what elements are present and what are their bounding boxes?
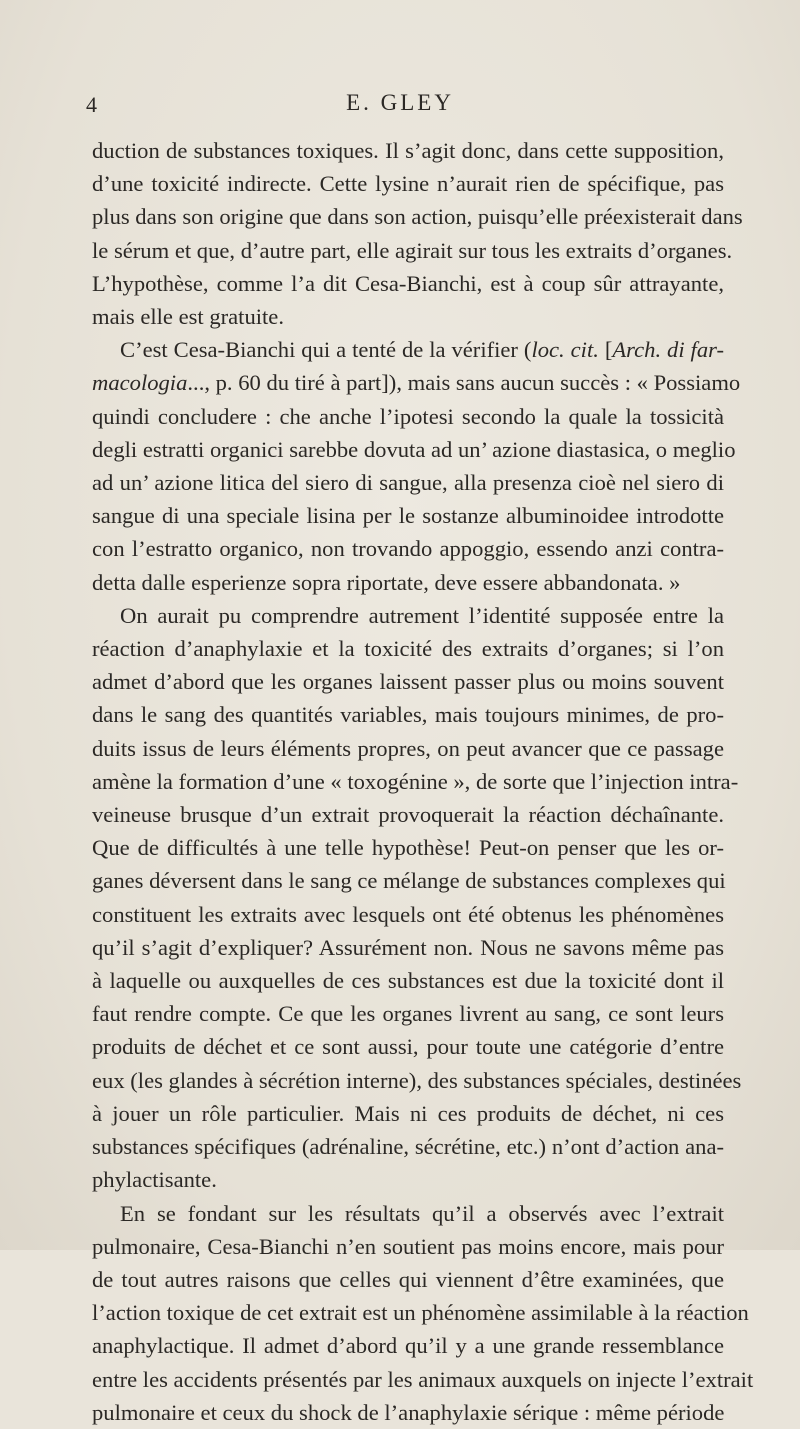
text-line: pulmonaire et ceux du shock de l’anaphylaxie sérique : même période	[92, 1399, 725, 1425]
paragraph-4	[92, 1197, 754, 1429]
text-line: sangue di una speciale lisina per le sostanze albuminoidee introdotte	[92, 503, 724, 529]
text-line: à laquelle ou auxquelles de ces substances est due la toxicité dont il	[92, 968, 724, 994]
text-run: C’est Cesa-Bianchi qui a tenté de la vérifier (	[120, 337, 532, 363]
text-line: constituent les extraits avec lesquels ont été obtenus les phénomènes	[92, 901, 724, 927]
text-line: quindi concludere : che anche l’ipotesi secondo la quale la tossicità	[92, 403, 724, 429]
text-line: L’hypothèse, comme l’a dit Cesa-Bianchi, est à coup sûr attrayante,	[92, 270, 724, 296]
text-line: detta dalle esperienze sopra riportate, deve essere abbandonata. »	[92, 569, 681, 595]
text-line: entre les accidents présentés par les animaux auxquels on injecte l’extrait	[92, 1366, 754, 1392]
text-line: duits issus de leurs éléments propres, on peut avancer que ce passage	[92, 735, 724, 761]
text-run: ..., p. 60 du tiré à part]), mais sans aucun succès : « Possiamo	[187, 370, 741, 396]
text-line: On aurait pu comprendre autrement l’identité supposée entre la	[120, 602, 724, 628]
text-line: l’action toxique de cet extrait est un phénomène assimilable à la réaction	[92, 1300, 749, 1326]
text-line: faut rendre compte. Ce que les organes livrent au sang, ce sont leurs	[92, 1001, 724, 1027]
citation-journal: Arch. di far-	[612, 337, 724, 363]
citation-journal-cont: macologia	[92, 370, 188, 396]
text-line: veineuse brusque d’un extrait provoquerait la réaction déchaînante.	[92, 802, 724, 828]
text-line: à jouer un rôle particulier. Mais ni ces produits de déchet, ni ces	[92, 1100, 724, 1126]
text-line: anaphylactique. Il admet d’abord qu’il y a une grande ressemblance	[92, 1333, 724, 1359]
running-head: E. GLEY	[346, 90, 454, 115]
text-line: duction de substances toxiques. Il s’agit donc, dans cette supposition,	[92, 138, 724, 163]
text-line: de tout autres raisons que celles qui viennent d’être examinées, que	[92, 1266, 724, 1292]
citation-loc-cit: loc. cit.	[531, 337, 599, 363]
page-number: 4	[86, 92, 98, 117]
text-line: substances spécifiques (adrénaline, sécrétine, etc.) n’ont d’action ana-	[92, 1134, 724, 1160]
text-line: mais elle est gratuite.	[92, 304, 284, 330]
body-text	[92, 134, 754, 1429]
text-line: eux (les glandes à sécrétion interne), des substances spéciales, destinées	[92, 1067, 742, 1093]
text-line: degli estratti organici sarebbe dovuta ad un’ azione diastasica, o meglio	[92, 436, 736, 462]
text-line: pulmonaire, Cesa-Bianchi n’en soutient pas moins encore, mais pour	[92, 1233, 724, 1259]
text-line: con l’estratto organico, non trovando appoggio, essendo anzi contra-	[92, 536, 724, 562]
text-line: réaction d’anaphylaxie et la toxicité des extraits d’organes; si l’on	[92, 636, 724, 662]
paragraph-1	[92, 134, 743, 333]
paragraph-3	[92, 599, 742, 1197]
text-run: [	[598, 337, 613, 363]
text-line: le sérum et que, d’autre part, elle agirait sur tous les extraits d’organes.	[92, 237, 733, 263]
text-line: phylactisante.	[92, 1167, 217, 1193]
text-line: d’une toxicité indirecte. Cette lysine n’aurait rien de spécifique, pas	[92, 171, 724, 197]
text-line: plus dans son origine que dans son action, puisqu’elle préexisterait dans	[92, 204, 743, 230]
text-line: admet d’abord que les organes laissent passer plus ou moins souvent	[92, 669, 724, 695]
text-line: qu’il s’agit d’expliquer? Assurément non. Nous ne savons même pas	[92, 934, 724, 960]
paragraph-2	[92, 333, 741, 599]
text-line: dans le sang des quantités variables, mais toujours minimes, de pro-	[92, 702, 724, 728]
text-line: ad un’ azione litica del siero di sangue, alla presenza cioè nel siero di	[92, 470, 724, 496]
text-line: Que de difficultés à une telle hypothèse! Peut-on penser que les or-	[92, 835, 724, 861]
page-header	[62, 88, 738, 122]
text-line: produits de déchet et ce sont aussi, pour toute une catégorie d’entre	[92, 1034, 724, 1060]
text-line	[92, 333, 724, 366]
text-line: ganes déversent dans le sang ce mélange de substances complexes qui	[92, 868, 726, 894]
text-line: amène la formation d’une « toxogénine », de sorte que l’injection intra-	[92, 768, 739, 794]
text-line	[92, 366, 741, 399]
text-line: En se fondant sur les résultats qu’il a observés avec l’extrait	[120, 1200, 724, 1226]
